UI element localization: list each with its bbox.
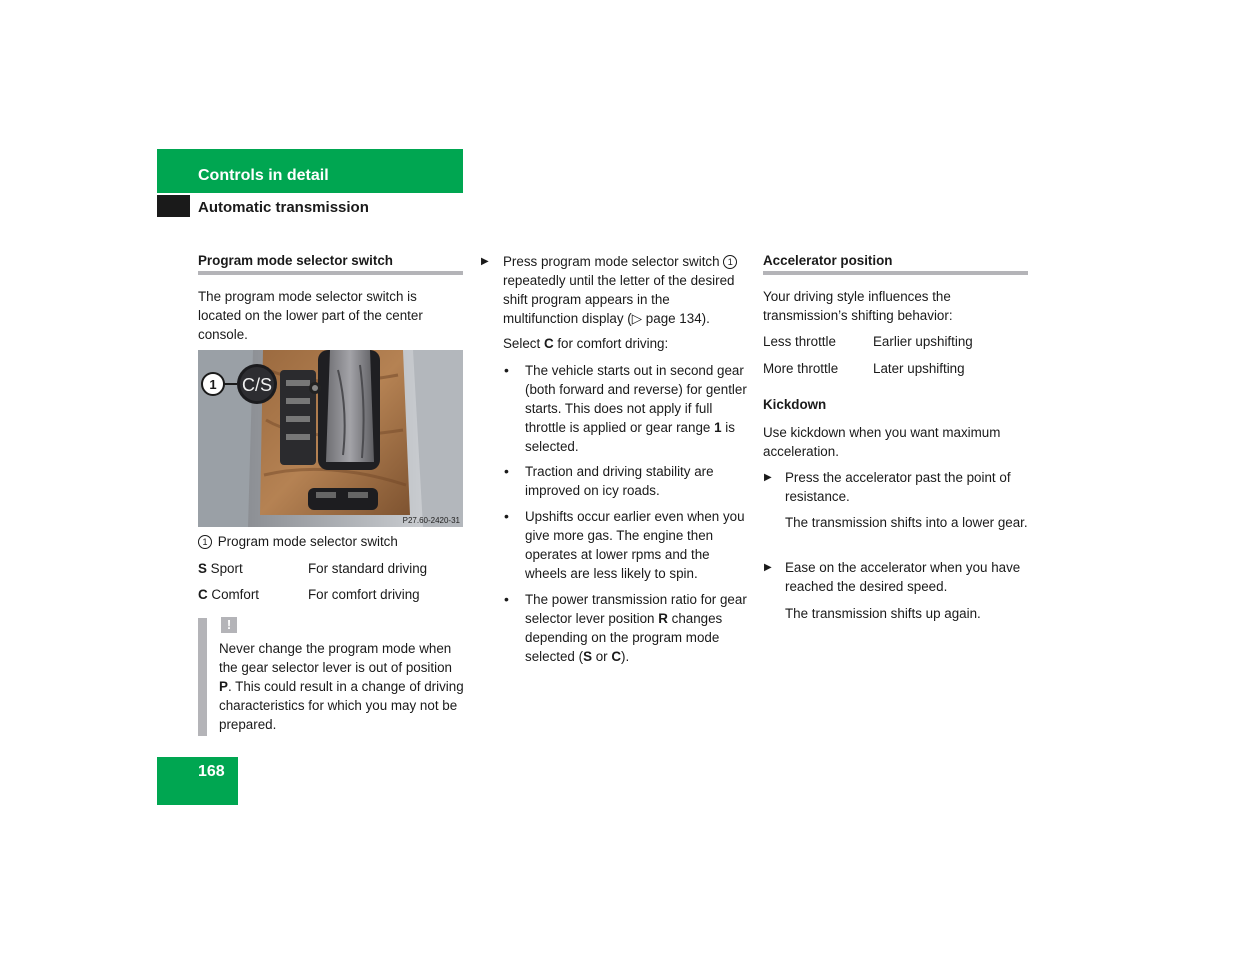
mode-desc-comfort: For comfort driving	[308, 587, 420, 602]
page-ref-icon: ▷	[631, 311, 643, 326]
kickdown-heading: Kickdown	[763, 397, 827, 412]
throttle-row-left: More throttle	[763, 361, 839, 376]
page-number: 168	[198, 763, 225, 780]
heading-rule	[763, 271, 1028, 275]
mode-key: C	[198, 587, 208, 602]
throttle-row-left: Less throttle	[763, 334, 836, 349]
throttle-row-right: Earlier upshifting	[873, 334, 973, 349]
warning-text: Never change the program mode when the gear selector lever is out of position P. This could result in a change of driving characteristics for which you may not be prepared.	[219, 641, 464, 732]
step-arrow-icon: ▶	[481, 256, 489, 267]
comfort-bullet-1: The vehicle starts out in second gear (both forward and reverse) for gentler starts. This does not apply if full throttle is applied or gear range 1 is selected.	[525, 363, 747, 454]
mode-name: Sport	[210, 561, 243, 576]
bullet-icon: •	[504, 591, 509, 607]
select-comfort-line: Select C for comfort driving:	[503, 336, 669, 351]
program-mode-intro: The program mode selector switch is located on the lower part of the center console.	[198, 289, 423, 342]
comfort-bullet-3: Upshifts occur earlier even when you give more gas. The engine then operates at lower rpms and the wheels are less likely to spin.	[525, 509, 745, 581]
kickdown-result-1: The transmission shifts into a lower gear.	[785, 515, 1028, 530]
step-press-selector: Press program mode selector switch 1 repeatedly until the letter of the desired shift program appears in the multifunction display (▷ page 134).	[503, 252, 748, 328]
kickdown-step-1: Press the accelerator past the point of resistance.	[785, 470, 1011, 504]
section-title: Automatic transmission	[198, 199, 369, 216]
accelerator-heading: Accelerator position	[763, 253, 893, 268]
mode-row-comfort	[198, 585, 259, 604]
throttle-row-right: Later upshifting	[873, 361, 965, 376]
step-arrow-icon: ▶	[764, 562, 772, 573]
comfort-bullet-2: Traction and driving stability are improved on icy roads.	[525, 464, 714, 498]
photo-callout-number: 1	[209, 377, 217, 392]
center-console-photo	[198, 350, 463, 527]
bullet-icon: •	[504, 362, 509, 378]
mode-name: Comfort	[211, 587, 260, 602]
mode-desc-sport: For standard driving	[308, 561, 428, 576]
mode-key: S	[198, 561, 207, 576]
section-marker	[157, 195, 190, 217]
comfort-bullet-4: The power transmission ratio for gear selector lever position R changes depending on the program mode selected (S or C).	[525, 592, 747, 664]
kickdown-step-2: Ease on the accelerator when you have reached the desired speed.	[785, 560, 1021, 594]
callout-number: 1	[723, 255, 737, 269]
callout-number: 1	[198, 535, 212, 549]
warning-bar	[198, 618, 207, 736]
heading-rule	[198, 271, 463, 275]
bullet-icon: •	[504, 463, 509, 479]
caption-text: Program mode selector switch	[217, 534, 398, 549]
photo-badge-label: C/S	[241, 375, 273, 395]
photo-caption	[198, 532, 463, 551]
kickdown-result-2: The transmission shifts up again.	[785, 606, 981, 621]
bullet-icon: •	[504, 508, 509, 524]
accelerator-intro: Your driving style influences the transmission’s shifting behavior:	[763, 289, 953, 323]
kickdown-intro: Use kickdown when you want maximum acceleration.	[763, 425, 1001, 459]
program-mode-heading: Program mode selector switch	[198, 253, 393, 268]
chapter-title: Controls in detail	[198, 167, 329, 184]
step-arrow-icon: ▶	[764, 472, 772, 483]
mode-row-sport	[198, 559, 243, 578]
warning-icon: !	[221, 617, 237, 633]
photo-code: P27.60-2420-31	[402, 516, 460, 525]
